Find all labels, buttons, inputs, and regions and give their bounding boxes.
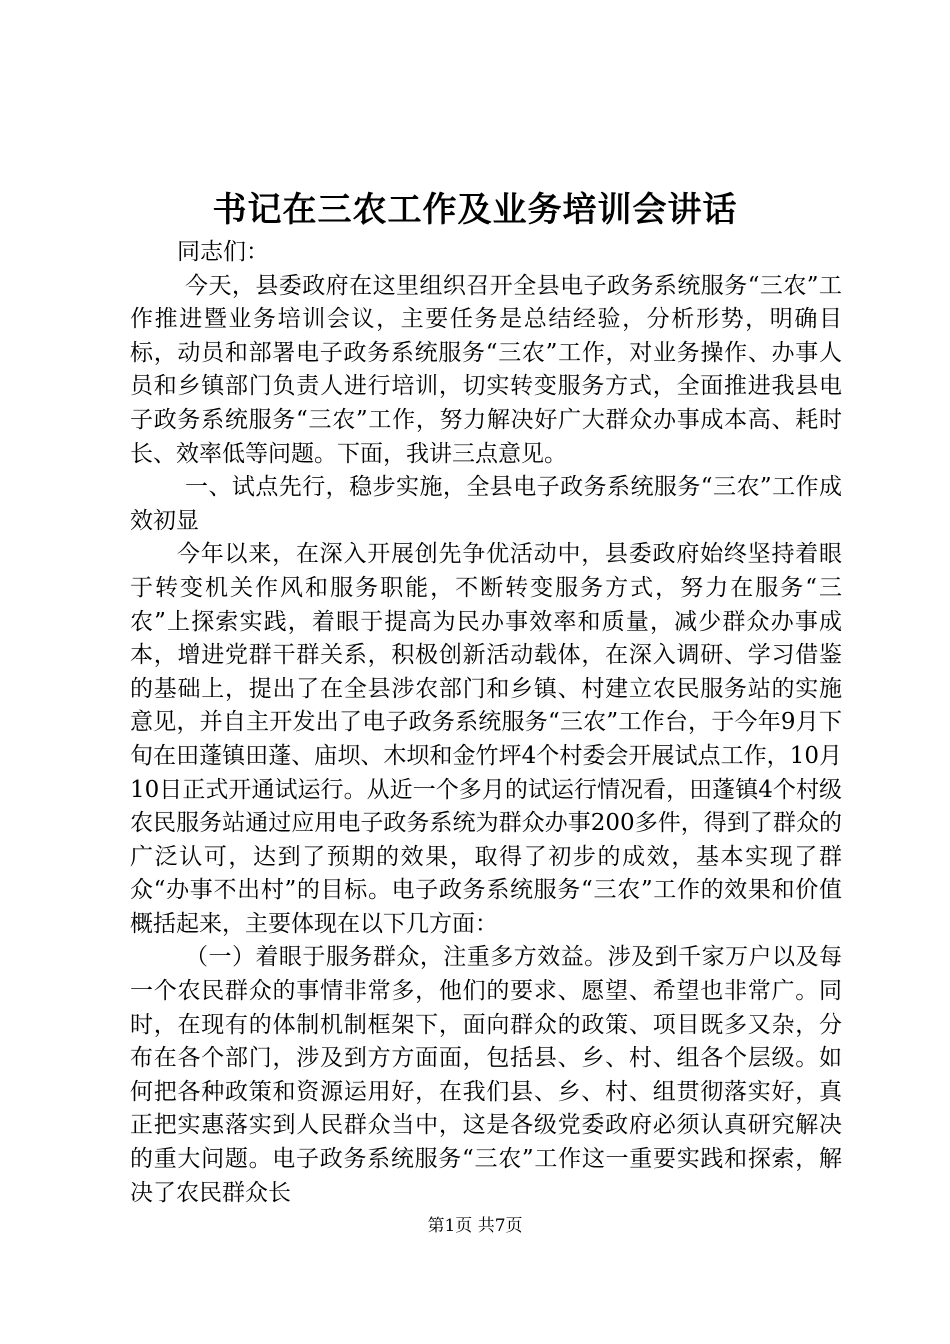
section-heading-one: 一、试点先行，稳步实施，全县电子政务系统服务“三农”工作成效初显 <box>130 474 842 534</box>
page-number-footer: 第1页 共7页 <box>427 1216 523 1236</box>
paragraph-subsection-one: （一）着眼于服务群众，注重多方效益。涉及到千家万户以及每一个农民群众的事情非常多，他们的要求、愿望、希望也非常广。同时，在现有的体制机制框架下，面向群众的政策、项目既多又杂，分布在各个部门，涉及到方方面面，包括县、乡、村、组各个层级。如何把各种政策和资源运用好，在我们县、乡、村、组贯彻落实好，真正把实惠落实到人民群众当中，这是各级党委政府必须认真研究解决的重大问题。电子政务系统服务“三农”工作这一重要实践和探索，解决了农民群众长 <box>130 944 842 1206</box>
paragraph-section-one: 今年以来，在深入开展创先争优活动中，县委政府始终坚持着眼于转变机关作风和服务职能，不断转变服务方式，努力在服务“三农”上探索实践，着眼于提高为民办事效率和质量，减少群众办事成本，增进党群干群关系，积极创新活动载体，在深入调研、学习借鉴的基础上，提出了在全县涉农部门和乡镇、村建立农民服务站的实施意见，并自主开发出了电子政务系统服务“三农”工作台，于今年9月下旬在田蓬镇田蓬、庙坝、木坝和金竹坪4个村委会开展试点工作，10月10日正式开通试运行。从近一个多月的试运行情况看，田蓬镇4个村级农民服务站通过应用电子政务系统为群众办事200多件，得到了群众的广泛认可，达到了预期的效果，取得了初步的成效，基本实现了群众“办事不出村”的目标。电子政务系统服务“三农”工作的效果和价值概括起来，主要体现在以下几方面： <box>130 541 842 937</box>
document-body <box>130 236 842 1210</box>
document-title: 书记在三农工作及业务培训会讲话 <box>212 190 738 230</box>
salutation: 同志们： <box>177 239 269 265</box>
paragraph-opening: 今天，县委政府在这里组织召开全县电子政务系统服务“三农”工作推进暨业务培训会议，主要任务是总结经验，分析形势，明确目标，动员和部署电子政务系统服务“三农”工作，对业务操作、办事人员和乡镇部门负责人进行培训，切实转变服务方式，全面推进我县电子政务系统服务“三农”工作，努力解决好广大群众办事成本高、耗时长、效率低等问题。下面，我讲三点意见。 <box>130 272 842 467</box>
